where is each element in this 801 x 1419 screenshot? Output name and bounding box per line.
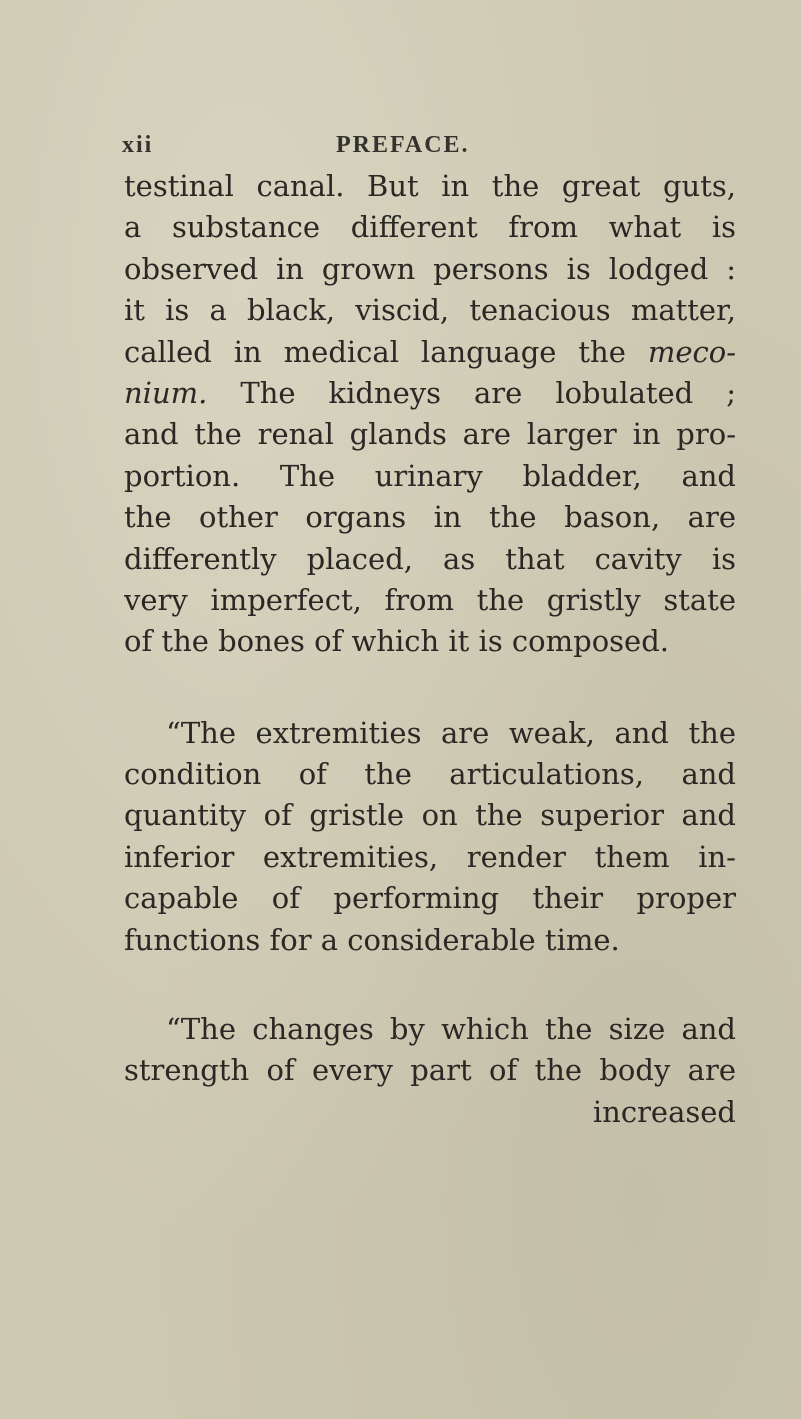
text-line: nium. The kidneys are lobulated ; (124, 375, 736, 410)
text-line: the other organs in the bason, are (124, 500, 736, 535)
text-line: called in medical language the meco- (124, 334, 736, 369)
paragraph-2 (124, 713, 736, 961)
text-line: testinal canal. But in the great guts, (124, 169, 736, 203)
text-line: “The extremities are weak, and the (166, 715, 736, 750)
paragraph-gap (124, 663, 736, 713)
page-number: xii (122, 132, 154, 158)
text-line: capable of performing their proper (124, 881, 736, 916)
text-line: quantity of gristle on the superior and (124, 798, 736, 833)
text-line: very imperfect, from the gristly state (124, 582, 736, 617)
page-body (124, 166, 736, 1133)
text-line: differently placed, as that cavity is (124, 541, 736, 576)
paragraph-3 (124, 1009, 736, 1133)
text-line: and the renal glands are larger in pro- (124, 417, 736, 452)
text-line: functions for a considerable time. (124, 922, 620, 957)
text-line: observed in grown persons is lodged : (124, 251, 736, 286)
text-line: of the bones of which it is composed. (124, 624, 669, 659)
text-line: inferior extremities, render them in- (124, 839, 736, 874)
running-header (122, 132, 470, 159)
catchword: increased (592, 1094, 736, 1129)
paragraph-1 (124, 166, 736, 663)
italic-term: nium. (124, 375, 208, 410)
text-line: it is a black, viscid, tenacious matter, (124, 293, 736, 328)
paragraph-gap (124, 961, 736, 1009)
running-title: PREFACE. (336, 132, 470, 158)
text-line: a substance different from what is (124, 210, 736, 245)
text-line: “The changes by which the size and (166, 1012, 736, 1047)
italic-term: meco- (647, 334, 736, 369)
text-line: condition of the articulations, and (124, 757, 736, 792)
text-line: portion. The urinary bladder, and (124, 458, 736, 493)
text-line: strength of every part of the body are (124, 1053, 736, 1088)
